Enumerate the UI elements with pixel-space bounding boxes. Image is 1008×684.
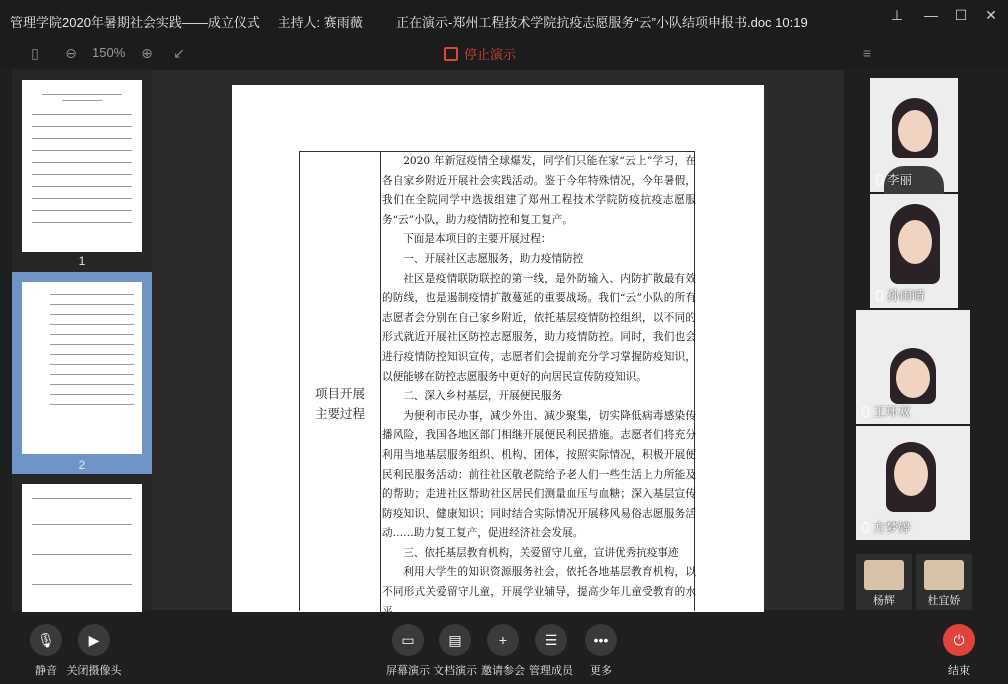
thumbnail-page-3[interactable] — [12, 476, 152, 616]
microphone-icon — [876, 174, 883, 185]
title-bar — [0, 0, 1008, 38]
power-icon: ⏻ — [943, 624, 975, 656]
meeting-title: 管理学院2020年暑期社会实践——成立仪式 — [10, 15, 260, 30]
thumbnail-number: 2 — [78, 458, 86, 472]
invite-button[interactable]: + 邀请参会 — [468, 624, 538, 678]
zoom-level: 150% — [92, 45, 126, 60]
paragraph: 下面是本项目的主要开展过程： — [403, 233, 552, 246]
host-label: 主持人: 赛雨薇 — [277, 15, 363, 30]
list-icon[interactable]: ≡ — [862, 45, 872, 61]
participant-name: 杨辉 — [873, 595, 895, 607]
paragraph: 为便利市民办事，减少外出、减少聚集，切实降低病毒感染传播风险，我国各地区部门相继开展便民利民措施。志愿者们将充分利用当地基层服务组织、机构、团体，按照实际情况，积极开展便民利民服务活动：前往社区敬老院给予老人们一些生活上力所能及的帮助；走进社区帮助社区居民们测量血压与血糖；深入基层宣传防疫知识、健康知识；同时结合实际情况开展移风易俗志愿服务活动……助力复工复产，促进经济社会发展。 — [382, 409, 696, 540]
presenting-status: 正在演示-郑州工程技术学院抗疫志愿服务“云”小队结项申报书.doc 10:19 — [396, 15, 808, 30]
end-meeting-button[interactable]: ⏻ 结束 — [924, 624, 994, 678]
video-tile[interactable] — [870, 78, 958, 192]
participant-name: 王环双 — [873, 405, 911, 419]
participant-name: 李丽 — [887, 173, 913, 187]
avatar — [924, 560, 964, 590]
document-page — [232, 85, 764, 625]
close-icon[interactable]: ✕ — [985, 7, 997, 23]
thumbnail-image — [22, 282, 142, 454]
maximize-icon[interactable]: ☐ — [954, 7, 968, 23]
add-user-icon: + — [487, 624, 519, 656]
thumbnail-page-2[interactable] — [12, 272, 152, 474]
meeting-controls — [0, 612, 1008, 684]
paragraph: 社区是疫情联防联控的第一线，是外防输入、内防扩散最有效的防线，也是遏制疫情扩散蔓延的重要战场。我们“云”小队的所有志愿者会分别在自己家乡附近，依托基层疫情防控组织，以不同的形式就近开展社区防控志愿服务，助力疫情防控。同时，我们也会进行疫情防控知识宣传，志愿者们会提前充分学习掌握防疫知识，以便能够在防控志愿服务中更好的向居民宣传防疫知识。 — [382, 272, 696, 383]
document-table — [299, 151, 695, 611]
thumbnail-page-1[interactable] — [12, 70, 152, 270]
paragraph: 二、深入乡村基层，开展便民服务 — [403, 390, 563, 403]
participant-thumb[interactable] — [856, 554, 912, 610]
video-tile[interactable] — [856, 310, 970, 424]
thumbnail-image — [22, 80, 142, 252]
document-toolbar — [0, 38, 1008, 68]
microphone-icon — [876, 290, 883, 301]
participant-thumb[interactable] — [916, 554, 972, 610]
pin-icon[interactable]: ⊥ — [890, 7, 904, 23]
document-body-text — [382, 152, 696, 622]
zoom-out-icon[interactable]: ⊖ — [65, 45, 77, 61]
microphone-icon — [862, 406, 869, 417]
page-thumbnails — [12, 70, 152, 610]
sidebar-toggle-icon[interactable]: ▯ — [31, 45, 39, 61]
camera-off-button[interactable]: ▶ 关闭摄像头 — [59, 624, 129, 678]
minimize-icon[interactable]: — — [924, 7, 938, 23]
video-tile[interactable] — [870, 194, 958, 308]
paragraph: 2020 年新冠疫情全球爆发，同学们只能在家“云上”学习，在各自家乡附近开展社会实践活动。鉴于今年特殊情况，今年暑假，我们在全院同学中选拔组建了郑州工程技术学院防疫抗疫志愿服务“云”小队，助力疫情防控和复工复产。 — [382, 155, 696, 226]
participant-name: 方梦婷 — [873, 521, 911, 535]
document-present-button[interactable]: ▤ 文档演示 — [420, 624, 490, 678]
more-button[interactable]: ••• 更多 — [566, 624, 636, 678]
screen-share-icon: ▭ — [392, 624, 424, 656]
zoom-in-icon[interactable]: ⊕ — [141, 45, 153, 61]
document-viewer[interactable] — [152, 70, 844, 610]
thumbnail-number: 1 — [78, 254, 86, 268]
microphone-icon — [862, 522, 869, 533]
video-tile[interactable] — [856, 426, 970, 540]
participant-name: 杜宜娇 — [927, 595, 961, 607]
screen-share-button[interactable]: ▭ 屏幕演示 — [373, 624, 443, 678]
stop-icon — [444, 47, 458, 61]
paragraph: 利用大学生的知识资源服务社会，依托各地基层教育机构，以不同形式关爱留守儿童，开展学业辅导，提高少年儿童受教育的水 — [382, 566, 696, 599]
avatar — [864, 560, 904, 590]
fit-page-icon[interactable]: ↙ — [173, 45, 185, 61]
members-icon: ☰ — [535, 624, 567, 656]
camera-icon: ▶ — [78, 624, 110, 656]
more-icon: ••• — [585, 624, 617, 656]
paragraph: 三、依托基层教育机构，关爱留守儿童，宣讲优秀抗疫事迹 — [403, 546, 679, 559]
stop-presenting-label: 停止演示 — [464, 47, 517, 62]
participant-name: 孙雨晴 — [887, 289, 925, 303]
microphone-icon: 🎙 — [30, 624, 62, 656]
folder-icon: ▤ — [439, 624, 471, 656]
stop-presenting-button[interactable] — [444, 44, 516, 63]
manage-members-button[interactable]: ☰ 管理成员 — [516, 624, 586, 678]
meeting-title-group — [10, 12, 363, 31]
row-label: 项目开展 主要过程 — [314, 386, 365, 421]
participant-video-panel — [856, 70, 972, 610]
paragraph: 一、开展社区志愿服务，助力疫情防控 — [403, 252, 584, 265]
mute-button[interactable]: 🎙 静音 — [11, 624, 81, 678]
